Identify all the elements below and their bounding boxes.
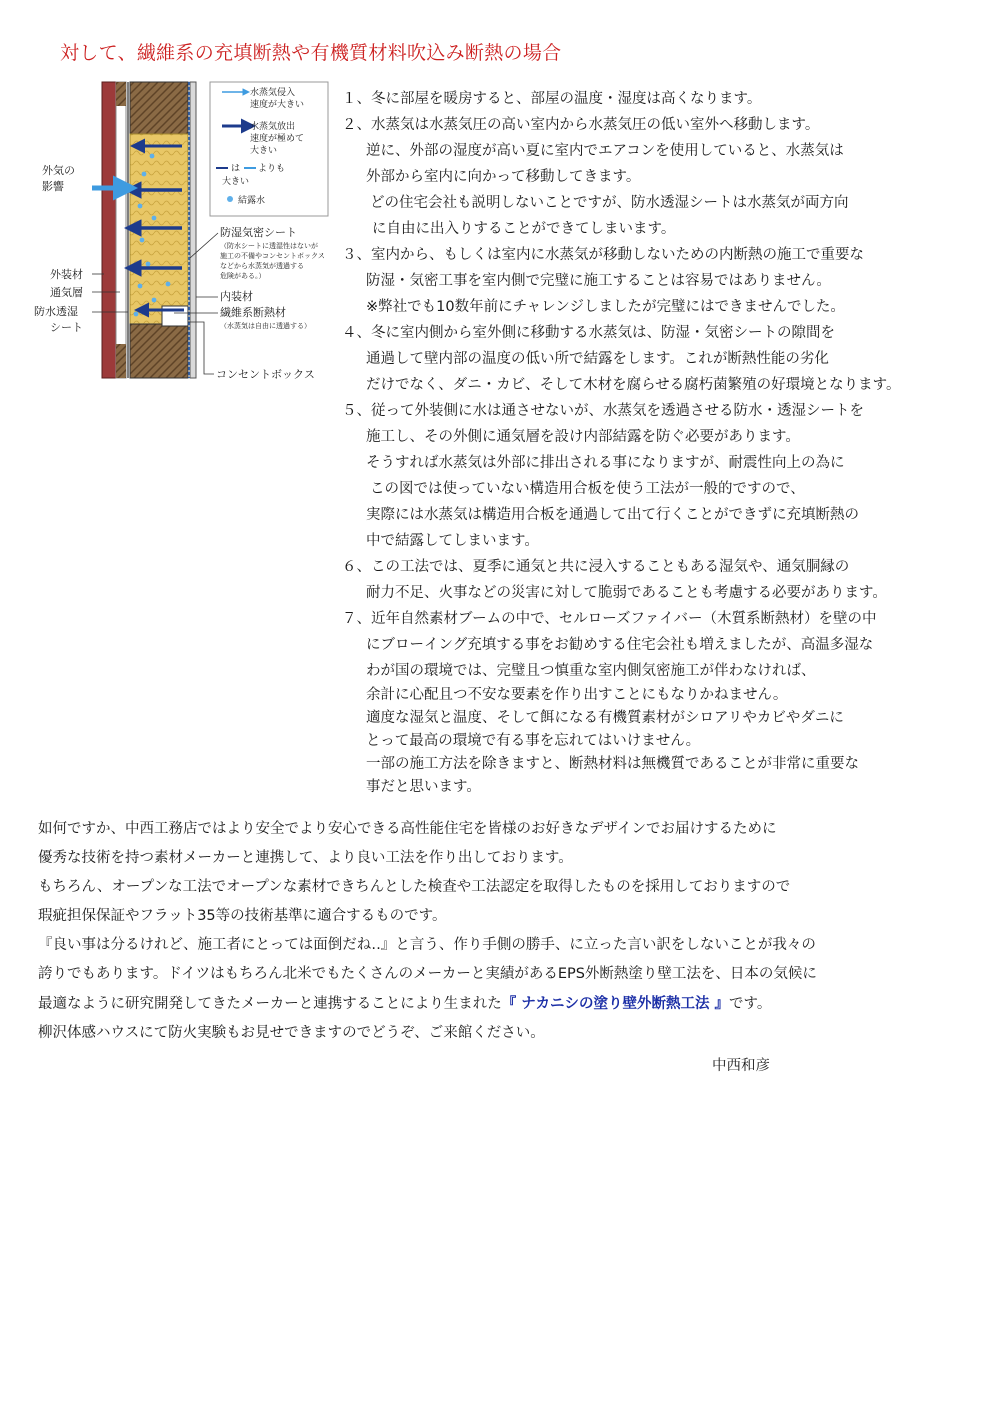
vapor-barrier-label: 防湿気密シート — [220, 226, 297, 239]
insulation-label: 繊維系断熱材 — [220, 306, 286, 319]
item-line: 外部から室内に向かって移動してきます。 — [366, 169, 641, 185]
item-line: 余計に心配且つ不安な要素を作り出すことにもなりかねません。 — [366, 687, 788, 703]
legend-arrow3-b: よりも — [258, 164, 286, 174]
item-line: 適度な湿気と温度、そして餌になる有機質素材がシロアリやカビやダニに — [366, 710, 844, 726]
item-line: ※弊社でも10数年前にチャレンジしましたが完璧にはできませんでした。 — [366, 299, 845, 315]
legend-arrow3-c: 大きい — [222, 177, 250, 187]
legend-arrow3-a: は — [231, 164, 241, 174]
list-item — [342, 320, 967, 398]
closing-line: もちろん、オープンな工法でオープンな素材できちんとした検査や工法認定を取得したものを採用しておりますので — [38, 879, 791, 895]
cladding-label: 外装材 — [50, 268, 83, 281]
list-item — [342, 554, 967, 606]
item-line: 一部の施工方法を除きますと、断熱材料は無機質であることが非常に重要な — [366, 756, 859, 772]
item-line: ７、近年自然素材ブームの中で、セルローズファイバー（木質系断熱材）を壁の中 — [342, 611, 877, 627]
closing-line: 誇りでもあります。ドイツはもちろん北米でもたくさんのメーカーと実績があるEPS外断熱塗り壁工法を、日本の気候に — [38, 966, 817, 982]
outside-label-1: 外気の — [42, 164, 75, 177]
item-line: とって最高の環境で有る事を忘れてはいけません。 — [366, 733, 701, 749]
list-item — [342, 112, 967, 242]
cladding-layer — [102, 82, 116, 378]
item-line: 施工し、その外側に通気層を設け内部結露を防ぐ必要があります。 — [366, 429, 800, 445]
item-line: だけでなく、ダニ・カビ、そして木材を腐らせる腐朽菌繁殖の好環境となります。 — [366, 377, 901, 393]
legend-arrow2-line3: 大きい — [250, 146, 278, 156]
list-item — [342, 606, 967, 799]
item-line: に自由に出入りすることができてしまいます。 — [372, 221, 676, 237]
item-line: ４、冬に室内側から室外側に移動する水蒸気は、防湿・気密シートの隙間を — [342, 325, 835, 341]
method-name-highlight: 『 ナカニシの塗り壁外断熱工法 』 — [501, 995, 730, 1012]
list-item — [342, 242, 967, 320]
air-layer — [116, 82, 126, 378]
outside-label-2: 影響 — [42, 180, 64, 193]
item-line: 通過して壁内部の温度の低い所で結露をします。これが断熱性能の劣化 — [366, 351, 829, 367]
waterproof-label-1: 防水透湿 — [34, 305, 78, 318]
vapor-barrier-note-3: などから水蒸気が透過する — [220, 262, 304, 270]
item-line: にブローイング充填する事をお勧めする住宅会社も増えましたが、高温多湿な — [366, 637, 874, 653]
interior-board — [190, 82, 196, 378]
item-line: 防湿・気密工事を室内側で完璧に施工することは容易ではありません。 — [366, 273, 831, 289]
wall-section-diagram — [34, 78, 346, 388]
closing-line: 優秀な技術を持つ素材メーカーと連携して、より良い工法を作り出しております。 — [38, 850, 573, 866]
legend-dew-label: 結露水 — [238, 196, 266, 206]
furring-strip-top — [116, 82, 126, 106]
legend-arrow1-line1: 水蒸気侵入 — [250, 88, 296, 98]
closing-line: 柳沢体感ハウスにて防火実験もお見せできますのでどうぞ、ご来館ください。 — [38, 1025, 545, 1041]
item-line: そうすれば水蒸気は外部に排出される事になりますが、耐震性向上の為に — [366, 455, 845, 471]
item-line: ２、水蒸気は水蒸気圧の高い室内から水蒸気圧の低い室外へ移動します。 — [342, 117, 820, 133]
signature: 中西和彦 — [712, 1058, 770, 1074]
item-line: ６、この工法では、夏季に通気と共に浸入することもある湿気や、通気胴縁の — [342, 559, 850, 575]
insulation-note: （水蒸気は自由に透過する） — [220, 322, 311, 330]
item-line: わが国の環境では、完璧且つ慎重な室内側気密施工が伴わなければ、 — [366, 663, 816, 679]
list-item — [342, 86, 967, 112]
closing-line: 瑕疵担保保証やフラット35等の技術基準に適合するものです。 — [38, 908, 447, 924]
item-line: この図では使っていない構造用合板を使う工法が一般的ですので、 — [370, 481, 805, 497]
closing-line7-prefix: 最適なように研究開発してきたメーカーと連携することにより生まれた — [38, 996, 502, 1012]
closing-paragraph — [38, 815, 938, 1048]
vapor-barrier-note-2: 施工の不備やコンセントボックス — [220, 252, 325, 260]
closing-line7-suffix: です。 — [729, 996, 772, 1012]
interior-label: 内装材 — [220, 290, 253, 303]
stud-top — [130, 82, 188, 134]
item-line: 中で結露してしまいます。 — [366, 533, 539, 549]
closing-line: 如何ですか、中西工務店ではより安全でより安心できる高性能住宅を皆様のお好きなデザインでお届けするために — [38, 821, 777, 837]
legend-arrow2-line1: 水蒸気放出 — [250, 122, 296, 132]
item-line: ３、室内から、もしくは室内に水蒸気が移動しないための内断熱の施工で重要な — [342, 247, 864, 263]
item-line: １、冬に部屋を暖房すると、部屋の温度・湿度は高くなります。 — [342, 91, 762, 107]
waterproof-label-2: シート — [50, 321, 83, 334]
legend-dew-icon — [227, 196, 233, 202]
item-line: どの住宅会社も説明しないことですが、防水透湿シートは水蒸気が両方向 — [370, 195, 849, 211]
vapor-barrier-note-4: 危険がある。） — [220, 272, 266, 280]
page-title: 対して、繊維系の充填断熱や有機質材料吹込み断熱の場合 — [60, 42, 562, 64]
item-line: 事だと思います。 — [366, 779, 481, 795]
closing-line — [38, 989, 938, 1019]
closing-line: 『良い事は分るけれど、施工者にとっては面倒だね‥』と言う、作り手側の勝手、に立った言い訳をしないことが我々の — [38, 937, 816, 953]
item-line: 実際には水蒸気は構造用合板を通過して出て行くことができずに充填断熱の — [366, 507, 859, 523]
item-line: ５、従って外装側に水は通させないが、水蒸気を透過させる防水・透湿シートを — [342, 403, 864, 419]
vapor-barrier-note-1: （防水シートに透湿性はないが — [220, 242, 318, 250]
outlet-label: コンセントボックス — [216, 368, 315, 381]
stud-bottom — [130, 324, 188, 378]
air-layer-label: 通気層 — [50, 286, 83, 299]
legend-arrow2-line2: 速度が極めて — [250, 134, 305, 144]
item-line: 耐力不足、火事などの災害に対して脆弱であることも考慮する必要があります。 — [366, 585, 887, 601]
item-line: 逆に、外部の湿度が高い夏に室内でエアコンを使用していると、水蒸気は — [366, 143, 844, 159]
furring-strip-bottom — [116, 344, 126, 378]
numbered-explanations — [342, 86, 967, 799]
legend-arrow1-line2: 速度が大きい — [250, 100, 305, 110]
list-item — [342, 398, 967, 554]
